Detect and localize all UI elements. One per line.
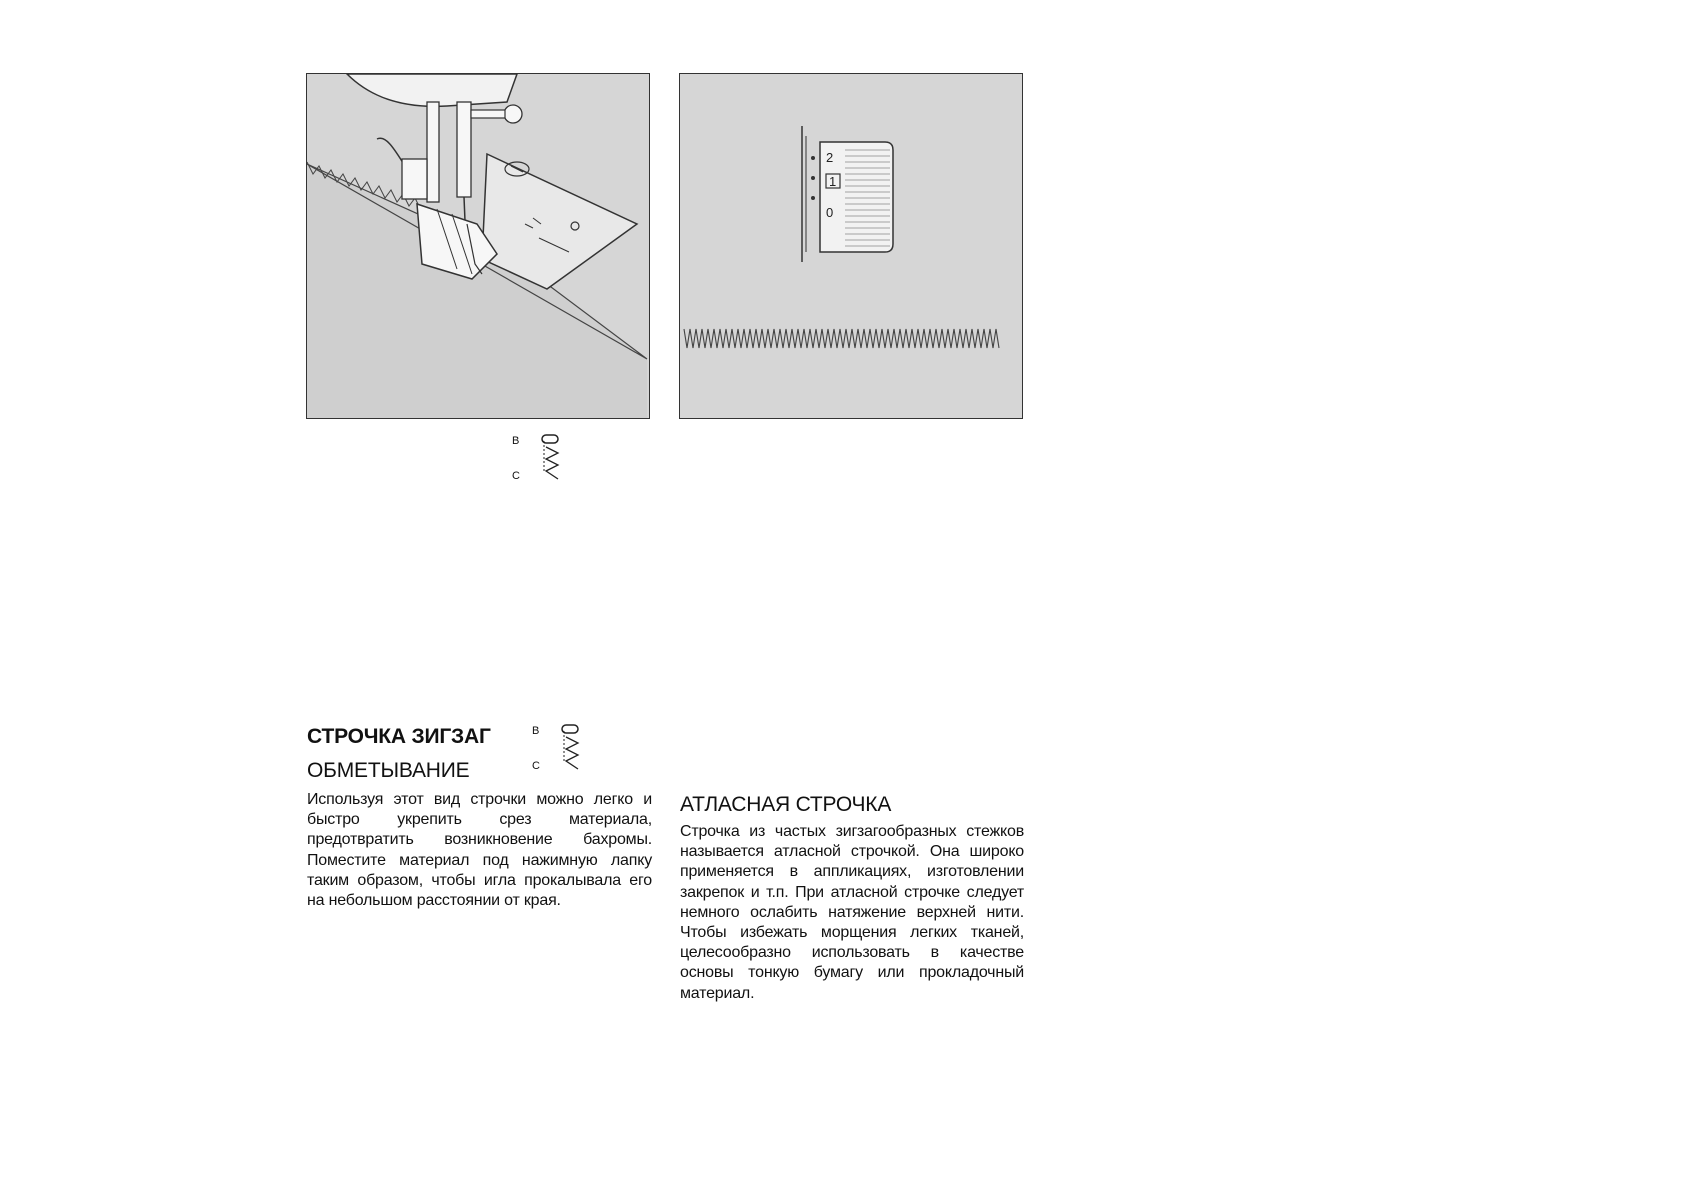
stitch-pattern-mark <box>532 723 592 775</box>
pattern-label-b: B <box>512 435 520 447</box>
dial-mark-2: 2 <box>826 150 834 165</box>
pattern-label-c: C <box>512 470 520 482</box>
satin-stitch-line <box>684 329 999 348</box>
satin-stitch-drawing <box>680 74 1023 419</box>
dial-mark-0: 0 <box>826 205 834 220</box>
pattern-label-c: C <box>532 760 540 772</box>
presser-foot-illustration <box>306 73 650 419</box>
pattern-label-b: B <box>532 725 540 737</box>
dial-mark-1: 1 <box>829 174 837 189</box>
satin-description: Строчка из частых зигзагообразных стежков называется атласной строчкой. Она широко применяется в аппликациях, изготовлении закрепок и т.п. При атласной строчке следует немного ослабить натяжение верхней нити. Чтобы избежать морщения легких тканей, целесообразно использовать в качестве основы тонкую бумагу или прокладочный материал. <box>680 823 1024 1002</box>
zigzag-description: Используя этот вид строчки можно легко и быстро укрепить срез материала, предотвратить возникновение бахромы. Поместите материал под нажимную лапку таким образом, чтобы игла прокалывала его на небольшом расстоянии от края. <box>307 791 652 910</box>
section-title-satin: АТЛАСНАЯ СТРОЧКА <box>680 793 892 816</box>
sewing-foot-drawing <box>307 74 650 419</box>
section-title-zigzag: СТРОЧКА ЗИГЗАГ <box>307 725 491 748</box>
zigzag-pattern-icon <box>530 433 570 485</box>
section-subtitle-overcast: ОБМЕТЫВАНИЕ <box>307 759 470 782</box>
stitch-pattern-mark <box>512 433 572 485</box>
stitch-dial-illustration <box>679 73 1023 419</box>
zigzag-pattern-icon <box>550 723 590 775</box>
